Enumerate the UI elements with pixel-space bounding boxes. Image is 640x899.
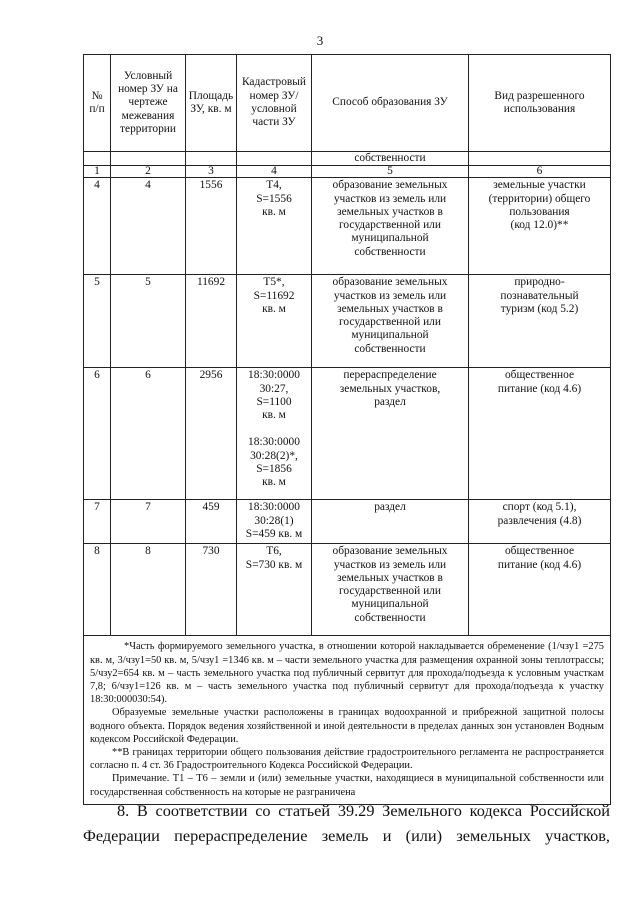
cell-use: земельные участки (территории) общего пользования (код 12.0)** <box>469 178 611 275</box>
header-num: № п/п <box>84 55 111 152</box>
col-number: 2 <box>111 166 186 178</box>
header-formation-method: Способ образования ЗУ <box>312 55 469 152</box>
header-permitted-use: Вид разрешенного использования <box>469 55 611 152</box>
cell-cadastral: Т6, S=730 кв. м <box>237 544 312 636</box>
table-header-row <box>84 55 611 152</box>
col-number: 5 <box>312 166 469 178</box>
table-row <box>84 275 611 368</box>
note-remark: Примечание. Т1 – Т6 – земли и (или) земельные участки, находящиеся в муниципальной собственности или государственная собственность на которые не разграничена <box>90 773 604 798</box>
cell-area: 730 <box>186 544 237 636</box>
table-row <box>84 178 611 275</box>
note-public-territory: **В границах территории общего пользования действие градостроительного регламента не распространяется согласно п. 4 ст. 36 Градостроительного Кодекса Российской Федерации. <box>90 746 604 772</box>
cell-conditional: 5 <box>111 275 186 368</box>
header-conditional-number: Условный номер ЗУ на чертеже межевания территории <box>111 55 186 152</box>
cell-use: общественное питание (код 4.6) <box>469 368 611 500</box>
cell-method: раздел <box>312 500 469 544</box>
cell-conditional: 7 <box>111 500 186 544</box>
cell-method: образование земельных участков из земель или земельных участков в государственной или муниципальной собственности <box>312 544 469 636</box>
cell-area: 459 <box>186 500 237 544</box>
column-numbers-row <box>84 166 611 178</box>
paragraph-line-2: Федерации перераспределение земель и (или) земельных участков, <box>83 826 610 845</box>
col-number: 3 <box>186 166 237 178</box>
header-cadastral-number: Кадастровый номер ЗУ/ условной части ЗУ <box>237 55 312 152</box>
table-notes <box>84 636 611 804</box>
note-water-protection: Образуемые земельные участки расположены в границах водоохранной и прибрежной защитной полосы водного объекта. Порядок ведения хозяйственной и иной деятельности в пределах данных зон установлен Водным кодексом Российской Федерации. <box>90 707 604 745</box>
cell-cadastral: 18:30:0000 30:28(1) S=459 кв. м <box>237 500 312 544</box>
note-encumbrance: *Часть формируемого земельного участка, в отношении которой накладывается обременение (1/чзу1 =275 кв. м, 3/чзу1=50 кв. м, 5/чзу1 =1346 кв. м – части земельного участка для размещения охранной зоны теплотрассы; 5/чзу2=654 кв. м – часть земельного участка под публичный сервитут для прохода/подъезда к условным участкам 7,8; 6/чзу1=126 кв. м – часть земельного участка под публичный сервитут для прохода/подъезда к участку 18:30:000030:54). <box>90 641 604 706</box>
cell-area: 2956 <box>186 368 237 500</box>
continuation-row <box>84 152 611 166</box>
cell-num: 4 <box>84 178 111 275</box>
table-notes-row <box>84 636 611 804</box>
continuation-text: собственности <box>312 152 469 166</box>
col-number: 1 <box>84 166 111 178</box>
cell-use: спорт (код 5.1), развлечения (4.8) <box>469 500 611 544</box>
cell-conditional: 6 <box>111 368 186 500</box>
cell-num: 5 <box>84 275 111 368</box>
cell-num: 7 <box>84 500 111 544</box>
cell-method: образование земельных участков из земель или земельных участков в государственной или муниципальной собственности <box>312 178 469 275</box>
page-number: 3 <box>316 33 324 48</box>
cell-cadastral: Т4, S=1556 кв. м <box>237 178 312 275</box>
body-paragraph <box>83 798 610 848</box>
land-plots-table <box>83 54 611 805</box>
cell-cadastral: Т5*, S=11692 кв. м <box>237 275 312 368</box>
col-number: 4 <box>237 166 312 178</box>
col-number: 6 <box>469 166 611 178</box>
cell-use: общественное питание (код 4.6) <box>469 544 611 636</box>
cell-cadastral: 18:30:0000 30:27, S=1100 кв. м 18:30:0000 30:28(2)*, S=1856 кв. м <box>237 368 312 500</box>
cell-num: 8 <box>84 544 111 636</box>
cell-method: образование земельных участков из земель или земельных участков в государственной или муниципальной собственности <box>312 275 469 368</box>
table-row <box>84 368 611 500</box>
cell-conditional: 4 <box>111 178 186 275</box>
cell-method: перераспределение земельных участков, раздел <box>312 368 469 500</box>
paragraph-line-1: 8. В соответствии со статьей 39.29 Земельного кодекса Российской <box>117 801 610 820</box>
header-area: Площадь ЗУ, кв. м <box>186 55 237 152</box>
cell-conditional: 8 <box>111 544 186 636</box>
cell-use: природно- познавательный туризм (код 5.2) <box>469 275 611 368</box>
table-row <box>84 500 611 544</box>
cell-area: 1556 <box>186 178 237 275</box>
cell-area: 11692 <box>186 275 237 368</box>
cell-num: 6 <box>84 368 111 500</box>
table-row <box>84 544 611 636</box>
